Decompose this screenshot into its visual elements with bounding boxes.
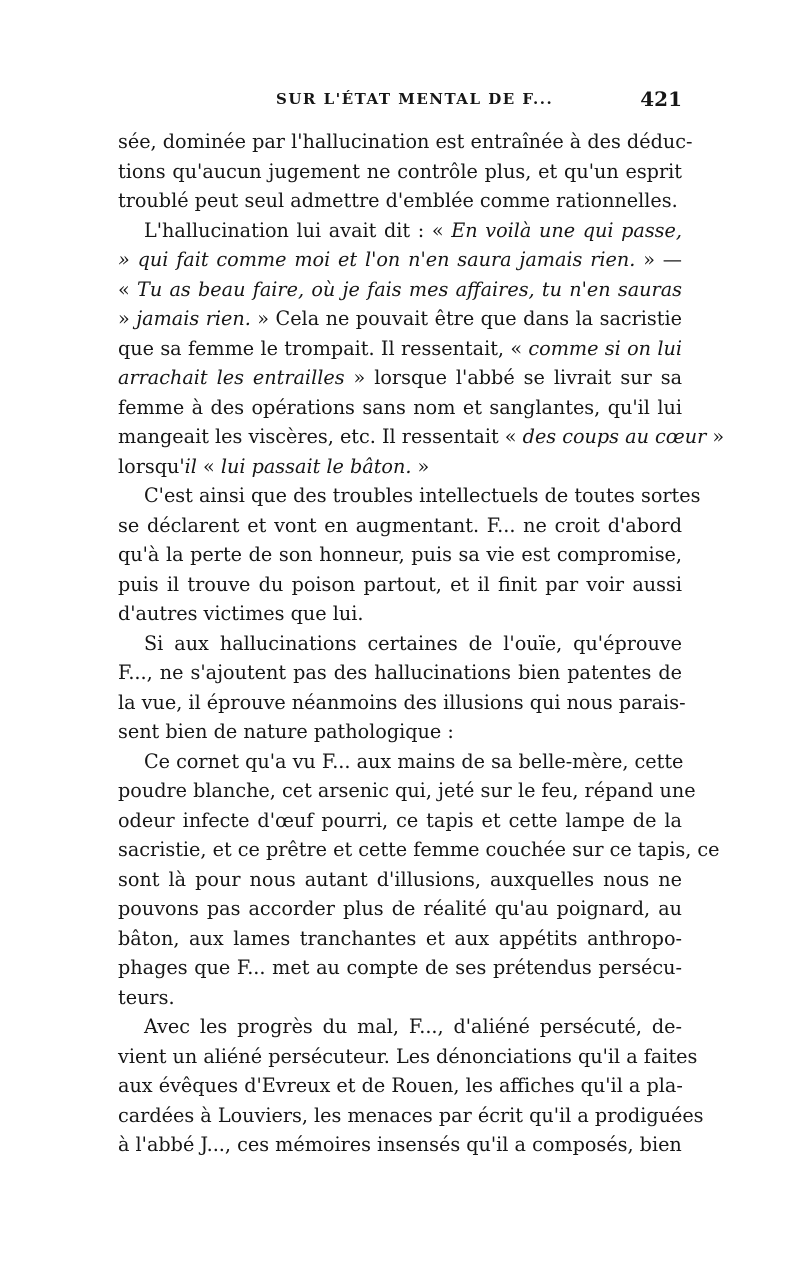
- text-line: [118, 540, 682, 570]
- text-segment: femme à des opérations sans nom et sanglantes, qu'il lui: [118, 395, 682, 419]
- text-segment: » —: [635, 248, 682, 271]
- text-segment: »: [706, 425, 725, 448]
- text-line: [118, 422, 725, 452]
- text-segment: phages que F... met au compte de ses prétendus persécu-: [118, 956, 682, 979]
- text-segment: comme si on lui: [528, 336, 682, 360]
- text-segment: Tu as beau faire, où je fais mes affaires, tu n'en sauras: [137, 277, 682, 301]
- text-segment: «: [196, 454, 221, 478]
- text-segment: aux évêques d'Evreux et de Rouen, les affiches qu'il a pla-: [118, 1074, 683, 1097]
- text-line: [118, 1042, 698, 1072]
- text-line: [118, 186, 682, 216]
- text-segment: mangeait les viscères, etc. Il ressentait «: [118, 425, 523, 448]
- text-segment: sée, dominée par l'hallucination est entraînée à des déduc-: [118, 130, 693, 153]
- text-line: [118, 806, 682, 836]
- text-segment: arrachait les entrailles: [118, 366, 345, 389]
- text-line: [118, 1130, 682, 1160]
- text-line: [118, 717, 682, 747]
- text-segment: sacristie, et ce prêtre et cette femme couchée sur ce tapis, ce: [118, 838, 720, 861]
- text-line: [118, 275, 682, 305]
- text-segment: d'autres victimes que lui.: [118, 602, 364, 625]
- text-segment: qu'à la perte de son honneur, puis sa vie est compromise,: [118, 543, 682, 566]
- text-segment: il: [184, 454, 197, 478]
- body-text: [118, 127, 725, 1160]
- text-line: [118, 334, 682, 364]
- text-segment: Ce cornet qu'a vu F... aux mains de sa belle-mère, cette: [144, 749, 684, 773]
- text-segment: se déclarent et vont en augmentant. F... ne croit d'abord: [118, 513, 682, 537]
- page-header: [118, 87, 682, 120]
- text-segment: teurs.: [118, 985, 175, 1009]
- text-line: [118, 393, 682, 423]
- text-line: [118, 776, 696, 806]
- text-segment: à l'abbé J..., ces mémoires insensés qu'il a composés, bien: [118, 1133, 682, 1156]
- text-line: [118, 865, 682, 895]
- text-segment: » qui fait comme moi et l'on n'en saura jamais rien.: [118, 248, 636, 271]
- text-segment: Si aux hallucinations certaines de l'ouïe, qu'éprouve: [144, 631, 682, 655]
- text-segment: que sa femme le trompait. Il ressentait, «: [118, 336, 529, 360]
- text-line: [118, 216, 682, 246]
- text-segment: C'est ainsi que des troubles intellectuels de toutes sortes: [144, 484, 701, 507]
- text-line: [118, 304, 682, 334]
- running-head: SUR L'ÉTAT MENTAL DE F...: [276, 90, 554, 108]
- text-segment: bâton, aux lames tranchantes et aux appétits anthropo-: [118, 926, 682, 950]
- text-segment: cardées à Louviers, les menaces par écrit qu'il a prodiguées: [118, 1103, 704, 1127]
- text-line: [118, 363, 682, 393]
- text-segment: F..., ne s'ajoutent pas des hallucinations bien patentes de: [118, 661, 682, 684]
- text-line: [118, 658, 682, 688]
- text-segment: L'hallucination lui avait dit : «: [144, 218, 452, 242]
- text-segment: troublé peut seul admettre d'emblée comme rationnelles.: [118, 189, 678, 212]
- text-line: [118, 452, 682, 482]
- text-segment: vient un aliéné persécuteur. Les dénonciations qu'il a faites: [118, 1044, 698, 1068]
- text-line: [118, 245, 682, 275]
- page-number: 421: [640, 87, 682, 111]
- text-line: [118, 570, 682, 600]
- text-line: [118, 688, 686, 718]
- text-line: [118, 629, 682, 659]
- text-segment: sont là pour nous autant d'illusions, auxquelles nous ne: [118, 867, 682, 891]
- text-segment: lui passait le bâton.: [220, 454, 412, 478]
- text-segment: la vue, il éprouve néanmoins des illusions qui nous parais-: [118, 690, 686, 714]
- text-segment: tions qu'aucun jugement ne contrôle plus, et qu'un esprit: [118, 159, 682, 183]
- text-segment: poudre blanche, cet arsenic qui, jeté sur le feu, répand une: [118, 779, 696, 802]
- text-segment: jamais rien.: [136, 307, 251, 330]
- text-segment: odeur infecte d'œuf pourri, ce tapis et cette lampe de la: [118, 808, 682, 832]
- text-segment: pouvons pas accorder plus de réalité qu'au poignard, au: [118, 897, 682, 920]
- text-line: [118, 599, 682, 629]
- text-segment: lorsqu': [118, 454, 185, 478]
- text-segment: Avec les progrès du mal, F..., d'aliéné persécuté, de-: [144, 1015, 682, 1038]
- text-segment: En voilà une qui passe,: [451, 218, 682, 242]
- text-line: [118, 481, 701, 511]
- text-line: [118, 127, 693, 157]
- text-line: [118, 924, 682, 954]
- text-line: [118, 1101, 704, 1131]
- text-line: [118, 953, 682, 983]
- text-segment: » lorsque l'abbé se livrait sur sa: [344, 366, 683, 389]
- text-segment: sent bien de nature pathologique :: [118, 720, 454, 743]
- text-line: [118, 983, 682, 1013]
- text-line: [118, 157, 682, 187]
- text-line: [118, 1012, 682, 1042]
- text-line: [118, 1071, 682, 1101]
- text-segment: des coups au cœur: [522, 425, 707, 448]
- text-line: [118, 511, 682, 541]
- text-line: [118, 894, 682, 924]
- text-segment: »: [411, 454, 430, 478]
- text-segment: «: [118, 277, 138, 301]
- text-segment: puis il trouve du poison partout, et il finit par voir aussi: [118, 572, 682, 596]
- text-segment: »: [118, 307, 137, 330]
- text-line: [118, 747, 682, 777]
- text-segment: » Cela ne pouvait être que dans la sacristie: [250, 307, 682, 330]
- text-line: [118, 835, 720, 865]
